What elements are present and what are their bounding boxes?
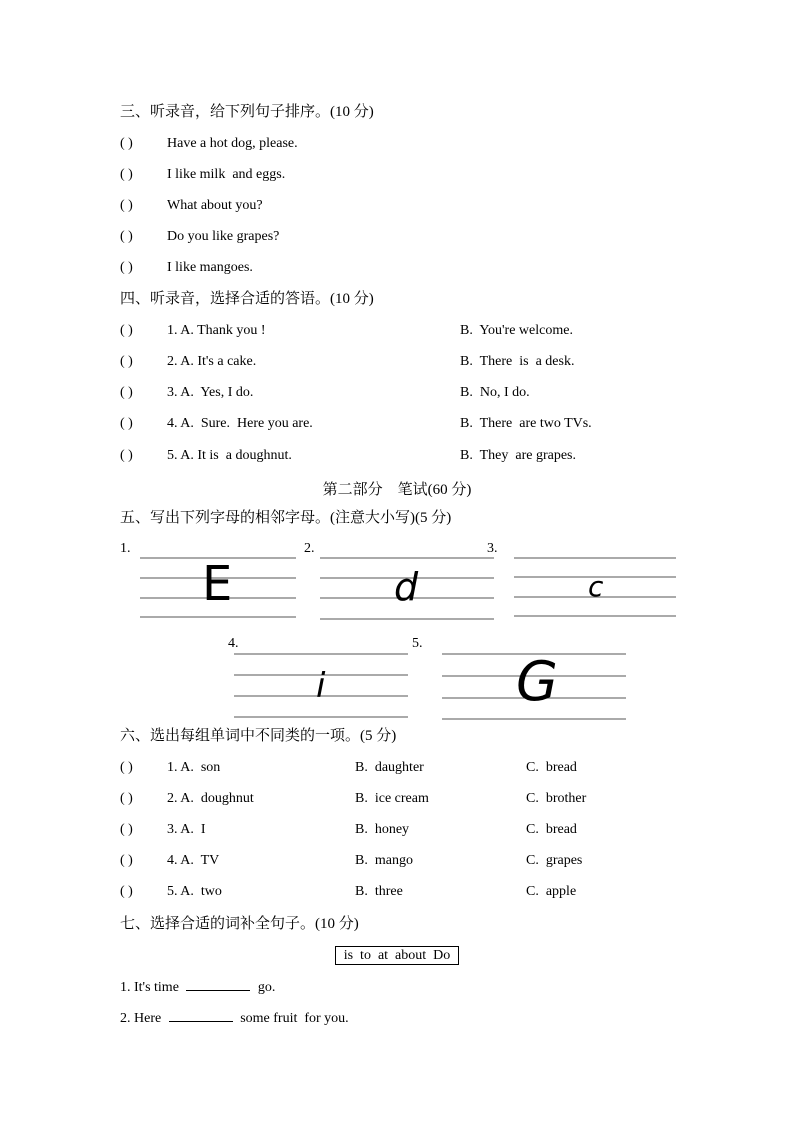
letter-g: G [516, 650, 558, 713]
option-c: C. brother [526, 791, 587, 806]
section3-heading: 三、听录音，给下列句子排序。(10 分) [120, 104, 374, 120]
section6-heading: 六、选出每组单词中不同类的一项。(5 分) [120, 728, 397, 744]
option-b: B. There is a desk. [460, 354, 575, 369]
list-item [0, 884, 794, 902]
option-a: 4. A. TV [167, 853, 220, 868]
option-a: 4. A. Sure. Here you are. [167, 416, 313, 431]
answer-parentheses[interactable]: ( ) [120, 260, 133, 275]
answer-parentheses[interactable]: ( ) [120, 448, 133, 463]
option-b: B. There are two TVs. [460, 416, 592, 431]
letter-e: E [202, 556, 233, 612]
item-number: 4. [228, 636, 239, 651]
sentence-text: I like milk and eggs. [167, 167, 286, 182]
answer-parentheses[interactable]: ( ) [120, 822, 133, 837]
option-a: 5. A. two [167, 884, 222, 899]
option-c: C. apple [526, 884, 577, 899]
answer-parentheses[interactable]: ( ) [120, 791, 133, 806]
item-number: 3. [487, 541, 498, 556]
section7-heading: 七、选择合适的词补全句子。(10 分) [120, 916, 359, 932]
answer-parentheses[interactable]: ( ) [120, 385, 133, 400]
sentence-end: go. [254, 980, 276, 995]
option-a: 3. A. Yes, I do. [167, 385, 254, 400]
item-number: 1. [120, 541, 131, 556]
answer-parentheses[interactable]: ( ) [120, 760, 133, 775]
sentence-text: Do you like grapes? [167, 229, 280, 244]
sentence-start: 2. Here [120, 1011, 165, 1026]
list-item [0, 822, 794, 840]
list-item [0, 853, 794, 871]
letter-d: d [394, 565, 419, 609]
option-b: B. daughter [355, 760, 424, 775]
answer-parentheses[interactable]: ( ) [120, 323, 133, 338]
item-number: 2. [304, 541, 315, 556]
answer-parentheses[interactable]: ( ) [120, 167, 133, 182]
answer-parentheses[interactable]: ( ) [120, 198, 133, 213]
option-a: 5. A. It is a doughnut. [167, 448, 292, 463]
answer-parentheses[interactable]: ( ) [120, 884, 133, 899]
answer-parentheses[interactable]: ( ) [120, 416, 133, 431]
option-b: B. No, I do. [460, 385, 530, 400]
fill-sentence [120, 978, 275, 997]
option-b: B. honey [355, 822, 410, 837]
part2-title: 第二部分 笔试(60 分) [322, 482, 472, 498]
answer-parentheses[interactable]: ( ) [120, 853, 133, 868]
option-a: 2. A. It's a cake. [167, 354, 257, 369]
list-item [0, 760, 794, 778]
option-a: 3. A. I [167, 822, 206, 837]
option-c: C. grapes [526, 853, 583, 868]
option-b: B. mango [355, 853, 413, 868]
answer-parentheses[interactable]: ( ) [120, 136, 133, 151]
letter-i: i [316, 666, 326, 706]
item-number: 5. [412, 636, 423, 651]
answer-parentheses[interactable]: ( ) [120, 229, 133, 244]
fill-sentence [120, 1009, 349, 1028]
sentence-end: some fruit for you. [236, 1011, 349, 1026]
section4-heading: 四、听录音，选择合适的答语。(10 分) [120, 291, 374, 307]
word-box: is to at about Do [335, 946, 459, 965]
option-b: B. three [355, 884, 403, 899]
sentence-start: 1. It's time [120, 980, 183, 995]
option-a: 1. A. son [167, 760, 221, 775]
sentence-text: Have a hot dog, please. [167, 136, 298, 151]
answer-blank[interactable] [186, 978, 250, 991]
list-item [0, 791, 794, 809]
option-a: 1. A. Thank you ! [167, 323, 266, 338]
option-b: B. They are grapes. [460, 448, 576, 463]
answer-parentheses[interactable]: ( ) [120, 354, 133, 369]
option-a: 2. A. doughnut [167, 791, 254, 806]
section5-heading: 五、写出下列字母的相邻字母。(注意大小写)(5 分) [120, 510, 452, 526]
answer-blank[interactable] [169, 1009, 233, 1022]
option-b: B. ice cream [355, 791, 429, 806]
option-c: C. bread [526, 760, 577, 775]
sentence-text: What about you? [167, 198, 263, 213]
option-c: C. bread [526, 822, 577, 837]
letter-c: c [588, 570, 604, 603]
sentence-text: I like mangoes. [167, 260, 253, 275]
option-b: B. You're welcome. [460, 323, 573, 338]
